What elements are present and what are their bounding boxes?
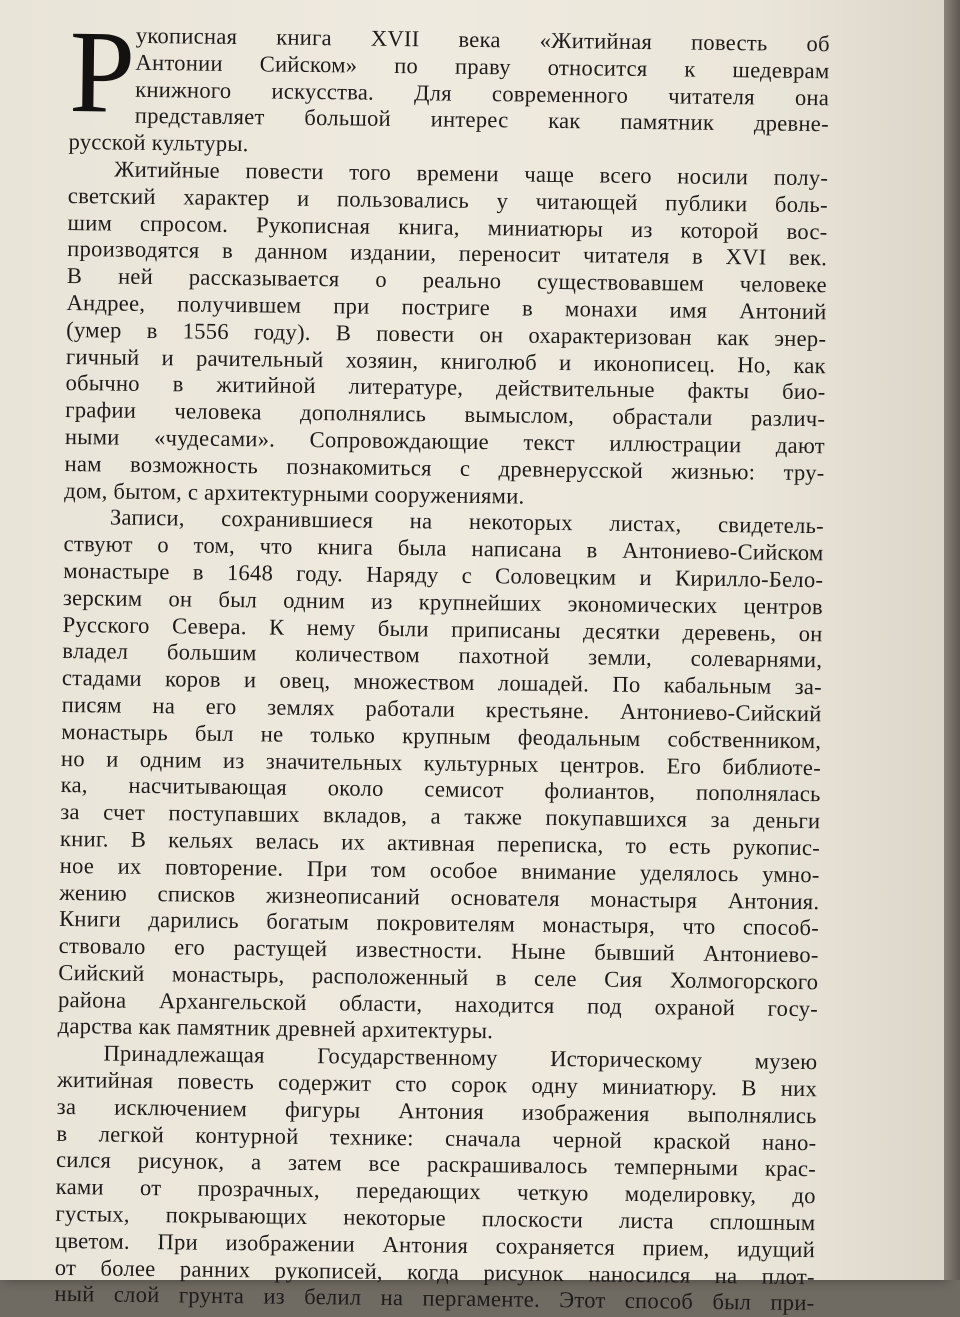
- page-edge: [944, 0, 960, 1280]
- text-line: дом, бытом, с архитектурными сооружениями.: [64, 477, 525, 509]
- paragraph-1: [68, 6, 830, 165]
- text-line: нам возможность познакомиться с древнерусской жизнью: тру-: [64, 450, 825, 486]
- text-line: за исключением фигуры Антония изображения выполнялись: [56, 1093, 817, 1129]
- text-line: густых, покрывающих некоторые плоскости листа сплошным: [55, 1200, 816, 1236]
- text-line: зерским он был одним из крупнейших экономических центров: [62, 584, 824, 619]
- text-line: Сийский монастырь, расположенный в селе Сия Холмогорского: [58, 959, 819, 995]
- text-line: ствуют о том, что книга была написана в Антониево-Сийском: [63, 531, 824, 566]
- text-line: Записи, сохранившиеся на некоторых листах, свидетель-: [109, 504, 825, 539]
- text-line: стадами коров и овец, множеством лошадей. По кабальным за-: [61, 665, 823, 700]
- text-line: обычно в житийной литературе, действительные факты био-: [65, 370, 826, 405]
- text-line: светский характер и пользовались у читающей публики боль-: [67, 182, 828, 218]
- paragraph-4: [54, 1040, 817, 1317]
- text-line: сился рисунок, а затем все раскрашивалось темперными крас-: [55, 1147, 817, 1182]
- text-line: Русского Севера. К нему были приписаны десятки деревень, он: [62, 611, 823, 646]
- text-line: ный слой грунта из белил на пергаменте. Этот способ был при-: [54, 1281, 815, 1316]
- text-line: монастыре в 1648 году. Наряду с Соловецким и Кирилло-Бело-: [63, 557, 824, 593]
- text-line: в легкой контурной технике: сначала черной краской нано-: [56, 1120, 817, 1155]
- text-line: русской культуры.: [68, 129, 249, 157]
- text-line: житийная повесть содержит сто сорок одну миниатюру. В них: [56, 1067, 818, 1102]
- text-line: ными «чудесами». Сопровождающие текст иллюстрации дают: [64, 423, 826, 459]
- text-line: производятся в данном издании, переносит читателя в XVI век.: [67, 236, 828, 271]
- text-line: дарства как памятник древней архитектуры.: [57, 1013, 494, 1044]
- text-line: Андрее, получившем при постриге в монахи имя Антоний: [66, 289, 827, 325]
- text-line: представляет большой интерес как памятник древне-: [134, 103, 829, 137]
- text-line: ствовало его растущей известности. Ныне бывший Антониево-: [58, 933, 819, 968]
- text-line: от более ранних рукописей, когда рисунок наносился на плот-: [54, 1254, 815, 1289]
- text-line: за счет поступавших вкладов, а также покупавшихся за деньги: [60, 799, 821, 834]
- text-line: графии человека дополнялись вымыслом, обрастали различ-: [65, 397, 826, 432]
- text-line: ка, насчитывающая около семисот фолиантов, пополнялась: [60, 772, 821, 807]
- text-line: Житийные повести того времени чаще всего носили полу-: [114, 156, 829, 191]
- text-body: [54, 6, 830, 1317]
- paragraph-2: [64, 156, 828, 514]
- paragraph-3: [58, 504, 824, 1049]
- text-line: но и одним из значительных культурных центров. Его библиоте-: [60, 745, 822, 780]
- text-line: ками от прозрачных, передающих четкую моделировку, до: [55, 1174, 816, 1209]
- text-line: Антонии Сийском» по праву относится к шедеврам: [135, 49, 830, 84]
- text-line: книг. В кельях велась их активная переписка, то есть рукопис-: [59, 825, 821, 861]
- text-line: монастырь был не только крупным феодальным собственником,: [61, 718, 822, 753]
- text-line: района Архангельской области, находится под охраной госу-: [57, 986, 819, 1021]
- text-line: укописная книга XVII века «Житийная повесть об: [135, 22, 830, 57]
- text-line: ное их повторение. При том особое внимание уделялось умно-: [59, 852, 820, 887]
- text-line: жению списков жизнеописаний основателя монастыря Антония.: [59, 879, 820, 914]
- text-line: гичный и рачительный хозяин, книголюб и иконописец. Но, как: [65, 343, 827, 378]
- text-line: шим спросом. Рукописная книга, миниатюры из которой вос-: [67, 209, 828, 244]
- text-line: Принадлежащая Государственному Историческому музею: [103, 1040, 818, 1075]
- text-line: владел большим количеством пахотной земли, солеварнями,: [62, 638, 823, 673]
- text-line: (умер в 1556 году). В повести он охарактеризован как энер-: [66, 316, 827, 352]
- text-line: книжного искусства. Для современного читателя она: [135, 76, 830, 110]
- text-line: В ней рассказывается о реально существовавшем человеке: [66, 263, 827, 298]
- text-line: Книги дарились богатым покровителям монастыря, что способ-: [58, 906, 820, 941]
- drop-cap: Р: [68, 6, 136, 138]
- text-line: писям на его землях работали крестьяне. Антониево-Сийский: [61, 691, 822, 727]
- text-line: цветом. При изображении Антония сохраняется прием, идущий: [54, 1227, 816, 1263]
